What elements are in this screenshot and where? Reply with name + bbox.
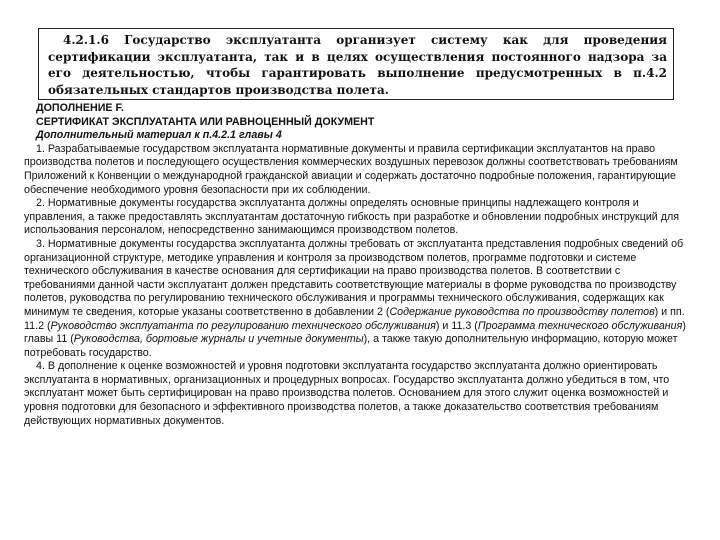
- paragraph-3-text-d: ) главы 11 (: [24, 319, 686, 346]
- paragraph-3-text-b: ) и пп. 11.2 (: [24, 305, 685, 332]
- paragraph-3-text-e: ), а также такую дополнительную информацию, которую может потребовать государство.: [24, 333, 678, 359]
- paragraph-2: 2. Нормативные документы государства эксплуатанта должны определять основные принципы надлежащего контроля и управления, а также предоставлять эксплуатантам достаточную гибкость при разработке и обновлении подробных инструкций для использования персоналом, непосредственно занимающимся производством полетов.: [24, 197, 679, 237]
- paragraph-3-text-a: 3. Нормативные документы государства эксплуатанта должны требовать от эксплуатанта представления подробных сведений об организационной структуре, методике управления и контроля за производством полетов, программе подготовки и системе технического обслуживания в качестве основания для сертификации на право производства полетов. В соответствии с требованиями данной части эксплуатант должен представить соответствующие материалы в форме руководства по производству полетов, руководства по регулированию технического обслуживания и программы технического обслуживания, содержащих как минимум те сведения, которые указаны соответственно в добавлении 2 (: [24, 237, 684, 318]
- paragraph-3-italic-1: Содержание руководства по производству полетов: [389, 305, 655, 318]
- paragraph-3-italic-4: Руководства, бортовые журналы и учетные документы: [73, 333, 364, 346]
- paragraph-3-text-c: ) и 11.3 (: [435, 319, 478, 332]
- addendum-body: [24, 102, 688, 428]
- paragraph-3: [24, 238, 688, 360]
- addendum-note: Дополнительный материал к п.4.2.1 главы 4: [36, 129, 282, 142]
- addendum-subtitle: СЕРТИФИКАТ ЭКСПЛУАТАНТА ИЛИ РАВНОЦЕННЫЙ ДОКУМЕНТ: [36, 115, 375, 128]
- paragraph-1: 1. Разрабатываемые государством эксплуатанта нормативные документы и правила сертификации эксплуатантов на право производства полетов и последующего осуществления коммерческих воздушных перевозок должны соответствовать требованиям Приложений к Конвенции о международной гражданской авиации и содержать достаточно подробные положения, гарантирующие обеспечение необходимого уровня безопасности при их соблюдении.: [24, 142, 678, 196]
- paragraph-3-italic-3: Программа технического обслуживания: [477, 319, 683, 332]
- paragraph-3-italic-2: Руководство эксплуатанта по регулированию технического обслуживания: [50, 319, 436, 332]
- paragraph-4: 4. В дополнение к оценке возможностей и уровня подготовки эксплуатанта государство эксплуатанта должно ориентировать эксплуатанта в нормативных, организационных и процедурных вопросах. Государство эксплуатанта должно убедиться в том, что эксплуатант может быть сертифицирован на право производства полетов. Основанием для этого служит оценка возможностей и уровня подготовки для безопасного и эффективного производства полетов, а также доказательство соответствия требованиям действующих нормативных документов.: [24, 360, 670, 427]
- addendum-title: ДОПОЛНЕНИЕ F.: [36, 102, 124, 114]
- boxed-paragraph-4-2-1-6: 4.2.1.6 Государство эксплуатанта организует систему как для проведения сертификации эксплуатанта, так и в целях осуществления постоянного надзора за его деятельностью, чтобы гарантировать выполнение предусмотренных в п.4.2 обязательных стандартов производства полета.: [38, 28, 674, 100]
